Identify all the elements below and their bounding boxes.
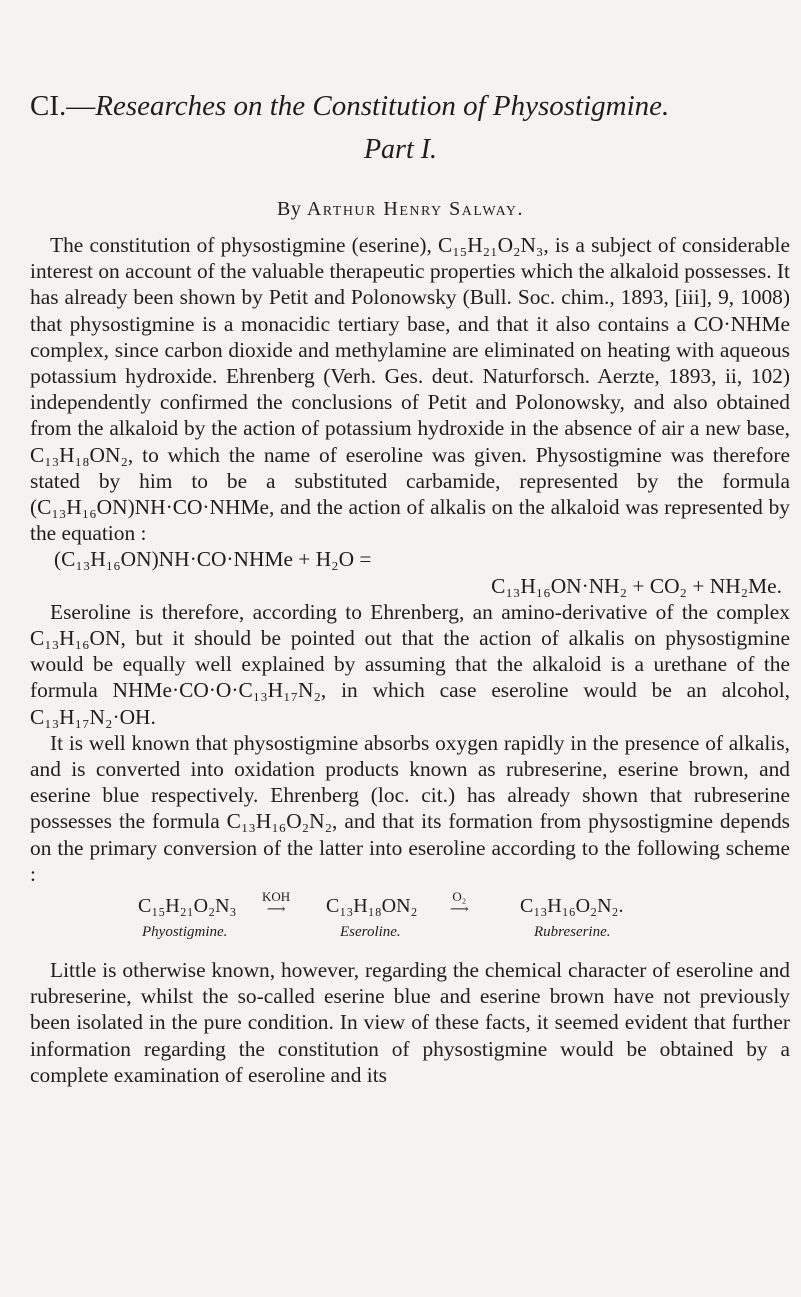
arrow-right-icon: ⟶ [450,901,469,917]
scheme-formula-physostigmine: C₁₅H₂₁O₂N₃ [138,895,237,918]
scheme-arrow-2-reagent: O₂ [452,889,467,905]
scheme-arrow-1 [262,891,290,915]
paragraph-1: The constitution of physostigmine (eserine), C₁₅H₂₁O₂N₃, is a subject of considerable interest on account of the valuable therapeutic properties which the alkaloid possesses. It has already been shown by Petit and Polonowsky (Bull. Soc. chim., 1893, [iii], 9, 1008) that physostigmine is a monacidic tertiary base, and that it also contains a CO·NHMe complex, since carbon dioxide and methylamine are eliminated on heating with aqueous potassium hydroxide. Ehrenberg (Verh. Ges. deut. Naturforsch. Aerzte, 1893, ii, 102) independently confirmed the conclusions of Petit and Polonowsky, and also obtained from the alkaloid by the action of potassium hydroxide in the absence of air a new base, C₁₃H₁₈ON₂, to which the name of eseroline was given. Physostigmine was therefore stated by him to be a substituted carbamide, represented by the formula (C₁₃H₁₆ON)NH·CO·NHMe, and the action of alkalis on the alkaloid was represented by the equation : [30,233,790,546]
reaction-scheme [30,891,790,951]
article-number: CI.— [30,90,96,122]
paragraph-3: It is well known that physostigmine absorbs oxygen rapidly in the presence of alkalis, and is converted into oxidation products known as rubreserine, eserine brown, and eserine blue respectively. Ehrenberg (loc. cit.) has already shown that rubreserine possesses the formula C₁₃H₁₆O₂N₂, and that its formation from physostigmine depends on the primary conversion of the latter into eseroline according to the following scheme : [30,730,790,886]
equation-line-2: C₁₃H₁₆ON·NH₂ + CO₂ + NH₂Me. [491,573,782,598]
equation-line-1: (C₁₃H₁₆ON)NH·CO·NHMe + H₂O = [54,547,372,572]
scheme-label-physostigmine: Phyostigmine. [142,924,228,941]
arrow-right-icon: ⟶ [266,901,286,917]
article-part: Part I. [363,134,438,165]
article-title-text: Researches on the Constitution of Physostigmine. [95,90,670,122]
scheme-label-rubreserine: Rubreserine. [534,924,611,941]
scheme-formula-eseroline: C₁₃H₁₈ON₂ [326,895,418,918]
article-body [30,232,790,1088]
scheme-formula-rubreserine: C₁₃H₁₆O₂N₂. [520,895,624,918]
paragraph-4: Little is otherwise known, however, regarding the chemical character of eseroline and rubreserine, whilst the so-called eserine blue and eserine brown have not previously been isolated in the pure condition. In view of these facts, it seemed evident that further information regarding the constitution of physostigmine would be obtained by a complete examination of eseroline and its [30,958,790,1087]
article-title [30,88,790,124]
scheme-label-eseroline: Eseroline. [340,924,401,941]
author-name: Arthur Henry Salway. [306,198,525,220]
scheme-arrow-1-reagent: KOH [262,889,291,905]
scheme-arrow-2 [450,891,469,915]
paragraph-2: Eseroline is therefore, according to Ehrenberg, an amino-derivative of the complex C₁₃H₁₆ON, but it should be pointed out that the action of alkalis on physostigmine would be equally well explained by assuming that the alkaloid is a urethane of the formula NHMe·CO·O·C₁₃H₁₇N₂, in which case eseroline would be an alcohol, C₁₃H₁₇N₂·OH. [30,599,790,729]
author-line [0,198,801,221]
author-prefix: By [276,198,302,220]
